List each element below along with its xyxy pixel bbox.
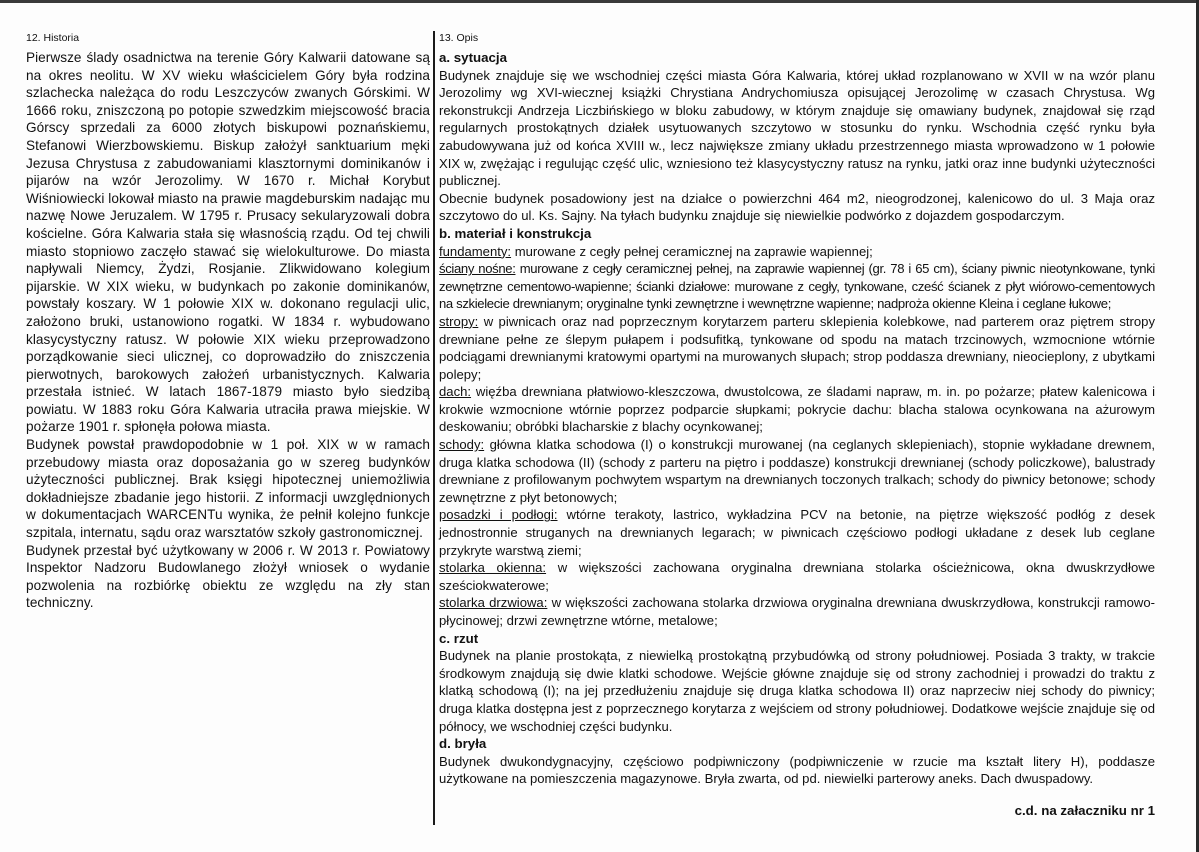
history-paragraph: Budynek powstał prawdopodobnie w 1 poł. XIX w w ramach przebudowy miasta oraz doposażania go w szereg budynków użyteczności publicznej. Brak księgi hipotecznej uniemożliwia dokładniejsze zbadanie jego historii. Z informacji uwzględnionych w dokumentacjach WARCENTu wynika, że pełnił kolejno funkcje szpitala, internatu, sądu oraz warsztatów szkoły gastronomicznej. <box>26 437 430 541</box>
material-term: ściany nośne: <box>439 261 516 277</box>
material-item <box>439 436 1155 506</box>
material-text: murowane z cegły pełnej ceramicznej na zaprawie wapiennej; <box>511 243 873 259</box>
material-item <box>439 260 1155 313</box>
continuation-note: c.d. na załaczniku nr 1 <box>1014 803 1155 818</box>
material-text: murowane z cegły ceramicznej pełnej, na zaprawie wapiennej (gr. 78 i 65 cm), ściany piwnic nieotynkowane, tynki zewnętrzne cementowo-wapienne; ścianki działowe: murowane z cegły, tynkowane, cześć ścianek z płyt wiórowo-cementowych na szkielecie drewnianym; oryginalne tynki zewnętrzne i wewnętrzne wapienne; nadproża okienne Kleina i ceglane łukowe; <box>439 261 1155 312</box>
material-item <box>439 594 1155 629</box>
section-label-history: 12. Historia <box>26 32 80 44</box>
history-paragraph: Pierwsze ślady osadnictwa na terenie Góry Kalwarii datowane są na okres neolitu. W XV wieku właścicielem Góry była rodzina szlachecka należąca do rodu Leszczyców zwanych Górskimi. W 1666 roku, zniszczoną po potopie szwedzkim miejscowość bracia Górscy sprzedali za 6000 złotych biskupowi poznańskiemu, Stefanowi Wierzbowskiemu. Biskup założył sanktuarium męki Jezusa Chrystusa z zabudowaniami klasztornymi dominikanów i pijarów na wzór Jerozolimy. W 1670 r. Michał Korybut Wiśniowiecki lokował miasto na prawie magdeburskim nadając mu nazwę Nowe Jeruzalem. W 1795 r. Prusacy sekularyzowali dobra kościelne. Góra Kalwaria stała się własnością rządu. Od tej chwili miasto stopniowo zaczęło stawać się wielokulturowe. Do miasta napływali Niemcy, Żydzi, Rosjanie. Zlikwidowano kolegium pijarskie. W XIX wieku, w budynkach po zakonie dominikanów, powstały koszary. W 1 połowie XIX w. dokonano regulacji ulic, założono bruki, ustanowiono rogatki. W 1834 r. wybudowano klasycystyczny ratusz. W połowie XIX wieku przeprowadzono porządkowanie sieci ulicznej, co doprowadziło do zniszczenia pierwotnych, barokowych założeń urbanistycznych. Kalwaria przestała istnieć. W latach 1867-1879 miasto było siedzibą powiatu. W 1883 roku Góra Kalwaria utraciła prawa miejskie. W pożarze 1901 r. spłonęła połowa miasta. <box>26 50 430 435</box>
subsection-heading-plan: c. rzut <box>439 630 479 646</box>
subsection-heading-massing: d. bryła <box>439 736 487 752</box>
material-term: dach: <box>439 384 472 400</box>
scan-edge-top <box>0 0 1199 3</box>
massing-paragraph: Budynek dwukondygnacyjny, częściowo podpiwniczony (podpiwniczenie w rzucie ma kształt litery H), poddasze użytkowane na pomieszczenia magazynowe. Bryła zwarta, od pd. niewielki parterowy aneks. Dach dwuspadowy. <box>439 753 1155 787</box>
material-text: główna klatka schodowa (I) o konstrukcji murowanej (na ceglanych sklepieniach), stopnie wykładane drewnem, druga klatka schodowa (II) (schody z parteru na piętro i poddasze) konstrukcji drewnianej (schody policzkowe), balustrady drewniane z profilowanym pochwytem wspartym na drewnianych toczonych tralkach; schody do piwnicy betonowe; schody zewnętrzne z płyt betonowych; <box>439 437 1155 505</box>
material-item <box>439 313 1155 383</box>
material-term: stropy: <box>439 313 479 329</box>
material-term: fundamenty: <box>439 243 512 259</box>
material-term: stolarka drzwiowa: <box>439 595 548 611</box>
material-text: w piwnicach oraz nad poprzecznym korytarzem parteru sklepienia kolebkowe, nad parterem oraz piętrem stropy drewniane pełne ze ślepym pułapem i podsufitką, tynkowane od spodu na matach trzcinowych, wzmocnione wtórnie podciągami drewnianymi kratowymi opartymi na murowanych słupach; strop poddasza drewniany, nieocieplony, z ubytkami polepy; <box>439 313 1155 382</box>
material-item <box>439 506 1155 559</box>
material-term: stolarka okienna: <box>439 560 547 576</box>
history-paragraph: Budynek przestał być użytkowany w 2006 r. W 2013 r. Powiatowy Inspektor Nadzoru Budowlanego złożył wniosek o wydanie pozwolenia na rozbiórkę obiektu ze względu na zły stan techniczny. <box>26 542 430 611</box>
material-text: w większości zachowana stolarka drzwiowa oryginalna drewniana dwuskrzydłowa, konstrukcji ramowo-płycinowej; drzwi zewnętrzne wtórne, metalowe; <box>439 595 1155 628</box>
column-divider <box>433 31 435 825</box>
material-term: posadzki i podłogi: <box>439 507 558 523</box>
material-item <box>439 559 1155 594</box>
material-text: w większości zachowana oryginalna drewniana stolarka ościeżnicowa, okna dwuskrzydłowe sześciokwaterowe; <box>439 560 1155 593</box>
material-item <box>439 243 1155 261</box>
situation-paragraph: Budynek znajduje się we wschodniej części miasta Góra Kalwaria, której układ rozplanowano w XVII w na wzór planu Jerozolimy wg XVI-wiecznej książki Chrystiana Andrychomiusza opisującej Jerozolimę w czasach Chrystusa. Wg rekonstrukcji Andrzeja Liczbińskiego w bloku zabudowy, w którym znajduje się omawiany budynek, znajdował się rząd regularnych prostokątnych działek usytuowanych szczytowo w stosunku do rynku. Wschodnia część rynku była zabudowywana już od końca XVIII w., lecz największe zmiany układu przestrzennego miasta wprowadzono w 1 połowie XIX w, zwężając i regulując część ulic, wzniesiono też klasycystyczny ratusz na rynku, jatki oraz inne budynki użyteczności publicznej. <box>439 67 1155 189</box>
history-column <box>26 31 430 612</box>
situation-paragraph: Obecnie budynek posadowiony jest na działce o powierzchni 464 m2, nieogrodzonej, kalenicowo do ul. 3 Maja oraz szczytowo do ul. Ks. Sajny. Na tyłach budynku znajduje się niewielkie podwórko z dojazdem gospodarczym. <box>439 190 1155 224</box>
material-text: więźba drewniana płatwiowo-kleszczowa, dwustolcowa, ze śladami napraw, m. in. po pożarze; płatew kalenicowa i krokwie wzmocnione wtórnie poprzez podparcie słupkami; pokrycie dachu: blacha stalowa ocynkowana na ażurowym deskowaniu; obróbki blacharskie z blachy ocynkowanej; <box>439 384 1155 435</box>
section-label-description: 13. Opis <box>439 32 479 44</box>
material-text: wtórne terakoty, lastrico, wykładzina PCV na betonie, na piętrze większość podłóg z desek jednostronnie struganych na drewnianych legarach; w piwnicach częściowo podłogi układane z desek lub ceglane przykryte warstwą ziemi; <box>439 507 1155 558</box>
description-column <box>439 31 1155 788</box>
subsection-heading-situation: a. sytuacja <box>439 50 508 65</box>
material-term: schody: <box>439 437 485 453</box>
subsection-heading-materials: b. materiał i konstrukcja <box>439 225 592 241</box>
plan-paragraph: Budynek na planie prostokąta, z niewielką prostokątną przybudówką od strony południowej. Posiada 3 trakty, w trakcie środkowym znajdują się dwie klatki schodowe. Wejście główne znajduje się od strony zachodniej i prowadzi do traktu z klatką schodową (I); na jej przedłużeniu znajduje się druga klatka schodowa II) oraz naprzeciw niej schody do piwnicy; druga klatka dostępna jest z poprzecznego korytarza z wejściem od strony południowej. Dodatkowe wejście znajduje się od północy, we wschodniej części budynku. <box>439 648 1155 734</box>
material-item <box>439 383 1155 436</box>
